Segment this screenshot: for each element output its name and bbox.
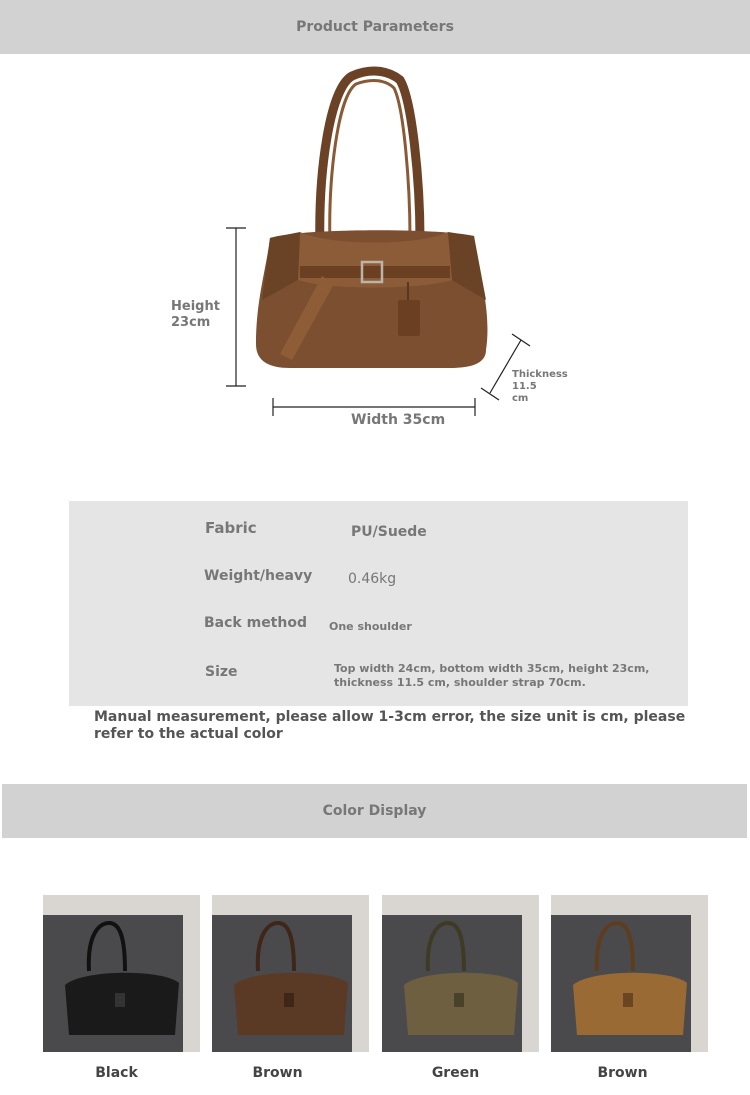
param-value-weight: 0.46kg (348, 571, 397, 587)
color-swatch-brown[interactable] (212, 895, 369, 1052)
width-label: Width 35cm (351, 412, 446, 428)
section-title: Product Parameters (296, 19, 454, 35)
color-label-brown: Brown (252, 1065, 303, 1081)
color-label-black: Black (95, 1065, 138, 1081)
color-swatch-green[interactable] (382, 895, 539, 1052)
color-label-green: Green (431, 1065, 480, 1081)
section-title: Color Display (322, 803, 427, 819)
param-key-back-method: Back method (204, 615, 307, 631)
param-value-size: Top width 24cm, bottom width 35cm, height 23cm, thickness 11.5 cm, shoulder strap 70cm. (334, 662, 650, 689)
section-header-color (2, 784, 747, 838)
color-swatch-black[interactable] (43, 895, 200, 1052)
thickness-label: Thickness 11.5 cm (512, 369, 568, 404)
param-value-back-method: One shoulder (329, 620, 412, 633)
color-label-brown-light: Brown (597, 1065, 648, 1081)
measurement-note: Manual measurement, please allow 1-3cm error, the size unit is cm, please refer to the actual color (94, 709, 686, 742)
param-key-fabric: Fabric (205, 519, 257, 537)
param-value-fabric: PU/Suede (351, 524, 427, 540)
product-dimension-illustration (0, 54, 750, 474)
color-swatch-brown-light[interactable] (551, 895, 708, 1052)
param-key-size: Size (205, 664, 238, 680)
section-header-parameters (0, 0, 750, 54)
param-key-weight: Weight/heavy (204, 568, 313, 584)
height-label: Height 23cm (171, 299, 220, 330)
